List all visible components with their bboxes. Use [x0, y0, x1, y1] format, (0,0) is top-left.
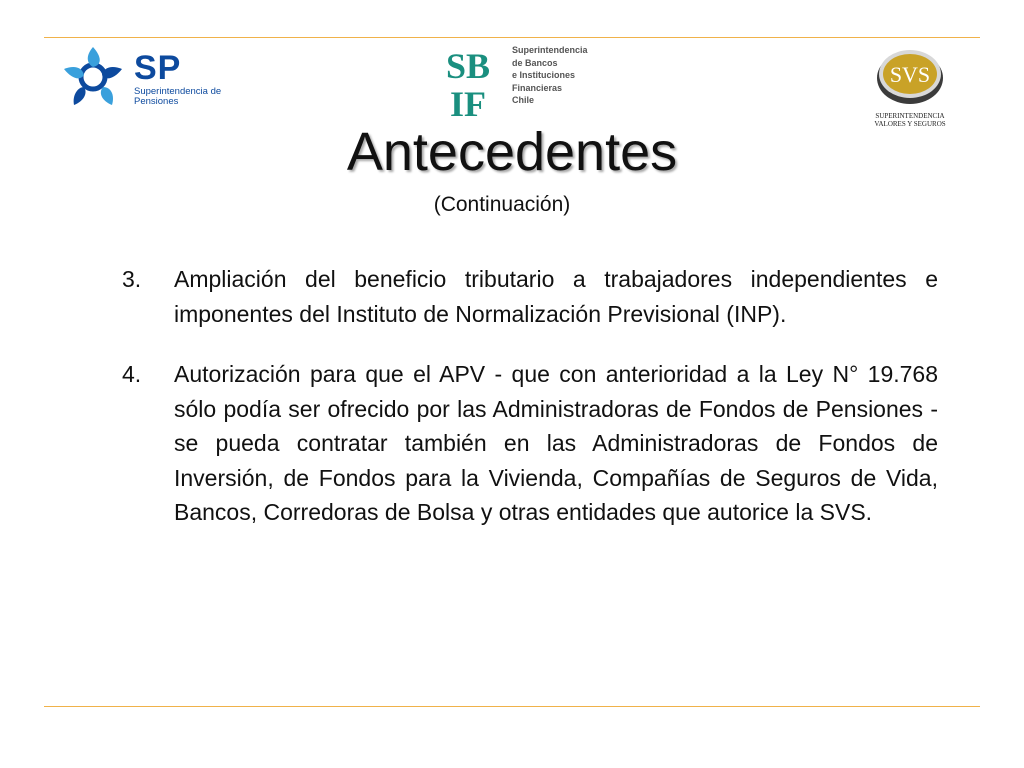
svs-emblem-icon [874, 44, 946, 108]
list-item-text: Ampliación del beneficio tributario a trabajadores independientes e imponentes del Instituto de Normalización Previsional (INP). [174, 266, 938, 327]
sbif-logo [444, 44, 588, 118]
list-item [122, 357, 938, 530]
sbif-text-line: Superintendencia [512, 45, 588, 55]
sbif-mark-bottom: IF [450, 84, 486, 118]
bottom-rule [44, 706, 980, 707]
slide-title: Antecedentes [346, 122, 678, 182]
sbif-text-line: Chile [512, 95, 535, 105]
list-item-number: 3. [122, 266, 142, 292]
top-rule [44, 37, 980, 38]
sp-logo-subtitle: Superintendencia de Pensiones [134, 86, 222, 107]
sp-logo-mark: SP [134, 49, 182, 87]
list-item-text: Autorización para que el APV - que con anterioridad a la Ley N° 19.768 sólo podía ser ofrecido por las Administradoras de Fondos de Pensiones - se pueda contratar también en las Administradoras de Fondos de Inversión, de Fondos para la Vivienda, Compañías de Seguros de Vida, Bancos, Corredoras de Bolsa y otras entidades que autorice la SVS. [174, 361, 938, 525]
sbif-mark-top: SB [446, 46, 491, 86]
list-item [122, 262, 938, 331]
svs-subtitle-line: VALORES Y SEGUROS [874, 120, 946, 128]
sbif-text-line: de Bancos [512, 57, 558, 68]
svs-subtitle-line: SUPERINTENDENCIA [875, 112, 945, 120]
svs-logo [870, 44, 950, 129]
sbif-emblem-icon [444, 44, 506, 118]
slide-subtitle: (Continuación) [433, 193, 571, 216]
slide-content [122, 262, 938, 556]
sbif-text-line: Financieras [512, 82, 563, 93]
sp-emblem-icon [58, 43, 128, 111]
sbif-text-line: e Instituciones [512, 70, 576, 80]
sp-logo [58, 43, 222, 113]
list-item-number: 4. [122, 361, 142, 387]
svs-mark-text: SVS [889, 62, 931, 87]
sbif-logo-text [512, 44, 592, 107]
